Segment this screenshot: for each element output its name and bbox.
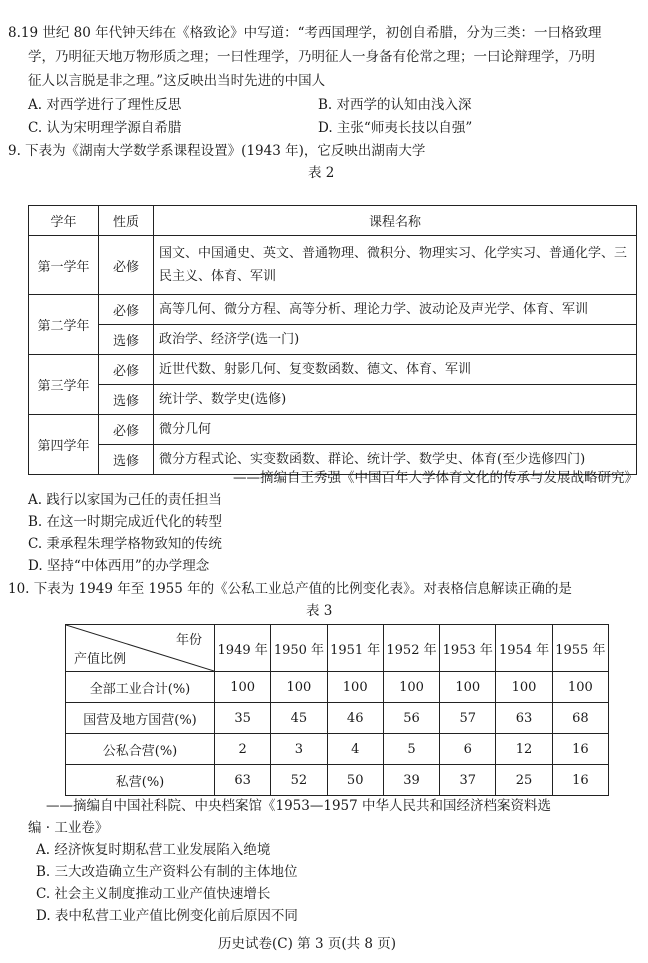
value-cell: 37 — [440, 765, 496, 796]
value-cell: 5 — [383, 734, 439, 765]
year-cell: 第四学年 — [29, 415, 99, 475]
q10-table-title: 表 3 — [306, 603, 333, 619]
courses-cell: 微分几何 — [154, 415, 637, 445]
year-header: 1950 年 — [271, 625, 327, 672]
value-cell: 100 — [327, 672, 383, 703]
year-header: 1955 年 — [552, 625, 608, 672]
value-cell: 100 — [496, 672, 552, 703]
table-row — [29, 415, 637, 445]
table-row — [66, 703, 609, 734]
value-cell: 100 — [215, 672, 271, 703]
table-row — [29, 385, 637, 415]
table-row — [29, 295, 637, 325]
course-table — [28, 205, 637, 475]
value-cell: 57 — [440, 703, 496, 734]
row-label: 私营(%) — [66, 765, 215, 796]
q8-option-c[interactable]: C. 认为宋明理学源自希腊 — [28, 120, 182, 136]
year-header: 1952 年 — [383, 625, 439, 672]
value-cell: 3 — [271, 734, 327, 765]
q10-source-line-2: 编 · 工业卷》 — [28, 820, 109, 836]
q9-option-c[interactable]: C. 秉承程朱理学格物致知的传统 — [28, 536, 222, 552]
value-cell: 63 — [215, 765, 271, 796]
value-cell: 2 — [215, 734, 271, 765]
value-cell: 100 — [383, 672, 439, 703]
corner-label-year: 年份 — [175, 633, 202, 648]
q9-option-d[interactable]: D. 坚持“中体西用”的办学理念 — [28, 558, 210, 574]
q8-option-d[interactable]: D. 主张“师夷长技以自强” — [318, 120, 473, 136]
courses-cell: 近世代数、射影几何、复变数函数、德文、体育、军训 — [154, 355, 637, 385]
value-cell: 100 — [552, 672, 608, 703]
type-cell: 选修 — [99, 445, 154, 475]
value-cell: 16 — [552, 765, 608, 796]
q9-option-b[interactable]: B. 在这一时期完成近代化的转型 — [28, 514, 223, 530]
year-header: 1949 年 — [215, 625, 271, 672]
value-cell: 50 — [327, 765, 383, 796]
type-cell: 必修 — [99, 415, 154, 445]
value-cell: 100 — [440, 672, 496, 703]
q10-option-d[interactable]: D. 表中私营工业产值比例变化前后原因不同 — [36, 908, 298, 924]
q10-option-a[interactable]: A. 经济恢复时期私营工业发展陷入绝境 — [36, 842, 271, 858]
corner-label-ratio: 产值比例 — [74, 652, 127, 667]
q10-source-line-1: ——摘编自中国社科院、中央档案馆《1953—1957 中华人民共和国经济档案资料选 — [46, 798, 552, 814]
table-row — [66, 734, 609, 765]
header-type: 性质 — [99, 206, 154, 236]
q9-table-title: 表 2 — [308, 165, 335, 181]
q8-stem-line-1: 8.19 世纪 80 年代钟天纬在《格致论》中写道：“考西国理学，初创自希腊，分为三类：一曰格致理 — [8, 25, 602, 41]
value-cell: 45 — [271, 703, 327, 734]
courses-cell: 政治学、经济学(选一门) — [154, 325, 637, 355]
type-cell: 选修 — [99, 325, 154, 355]
table-row — [29, 236, 637, 295]
value-cell: 25 — [496, 765, 552, 796]
row-label: 国营及地方国营(%) — [66, 703, 215, 734]
courses-cell: 微分方程式论、实变数函数、群论、统计学、数学史、体育(至少选修四门) — [154, 445, 637, 475]
q9-option-a[interactable]: A. 践行以家国为己任的责任担当 — [28, 492, 222, 508]
page-footer: 历史试卷(C) 第 3 页(共 8 页) — [218, 936, 397, 952]
value-cell: 46 — [327, 703, 383, 734]
row-label: 公私合营(%) — [66, 734, 215, 765]
value-cell: 16 — [552, 734, 608, 765]
year-header: 1951 年 — [327, 625, 383, 672]
diagonal-header-cell — [66, 625, 215, 672]
type-cell: 必修 — [99, 355, 154, 385]
year-cell: 第三学年 — [29, 355, 99, 415]
table-row — [66, 765, 609, 796]
value-cell: 52 — [271, 765, 327, 796]
value-cell: 68 — [552, 703, 608, 734]
courses-cell: 高等几何、微分方程、高等分析、理论力学、波动论及声光学、体育、军训 — [154, 295, 637, 325]
q10-option-b[interactable]: B. 三大改造确立生产资料公有制的主体地位 — [36, 864, 298, 880]
value-cell: 100 — [271, 672, 327, 703]
row-label: 全部工业合计(%) — [66, 672, 215, 703]
type-cell: 必修 — [99, 236, 154, 295]
value-cell: 39 — [383, 765, 439, 796]
year-header: 1954 年 — [496, 625, 552, 672]
year-header: 1953 年 — [440, 625, 496, 672]
industry-output-table — [65, 624, 609, 796]
value-cell: 4 — [327, 734, 383, 765]
q10-stem: 10. 下表为 1949 年至 1955 年的《公私工业总产值的比例变化表》。对表格信息解读正确的是 — [8, 581, 572, 597]
year-cell: 第一学年 — [29, 236, 99, 295]
value-cell: 63 — [496, 703, 552, 734]
q8-option-a[interactable]: A. 对西学进行了理性反思 — [28, 97, 182, 113]
q8-option-b[interactable]: B. 对西学的认知由浅入深 — [318, 97, 472, 113]
value-cell: 56 — [383, 703, 439, 734]
header-year: 学年 — [29, 206, 99, 236]
q8-stem-line-3: 征人以言脱是非之理。”这反映出当时先进的中国人 — [28, 73, 326, 89]
value-cell: 6 — [440, 734, 496, 765]
type-cell: 必修 — [99, 295, 154, 325]
table-row — [29, 325, 637, 355]
q8-stem-line-2: 学，乃明征天地万物形质之理；一曰性理学，乃明征人一身备有伦常之理；一曰论辩理学，乃明 — [28, 49, 595, 65]
table-row — [66, 672, 609, 703]
year-cell: 第二学年 — [29, 295, 99, 355]
header-courses: 课程名称 — [154, 206, 637, 236]
type-cell: 选修 — [99, 385, 154, 415]
value-cell: 35 — [215, 703, 271, 734]
q9-stem: 9. 下表为《湖南大学数学系课程设置》(1943 年)，它反映出湖南大学 — [8, 143, 426, 159]
courses-cell: 国文、中国通史、英文、普通物理、微积分、物理实习、化学实习、普通化学、三民主义、体育、军训 — [154, 236, 637, 295]
q10-option-c[interactable]: C. 社会主义制度推动工业产值快速增长 — [36, 886, 271, 902]
q9-source: ——摘编自王秀强《中国百年大学体育文化的传承与发展战略研究》 — [233, 470, 638, 486]
courses-cell: 统计学、数学史(选修) — [154, 385, 637, 415]
table-header-row — [66, 625, 609, 672]
table-header-row — [29, 206, 637, 236]
table-row — [29, 355, 637, 385]
value-cell: 12 — [496, 734, 552, 765]
